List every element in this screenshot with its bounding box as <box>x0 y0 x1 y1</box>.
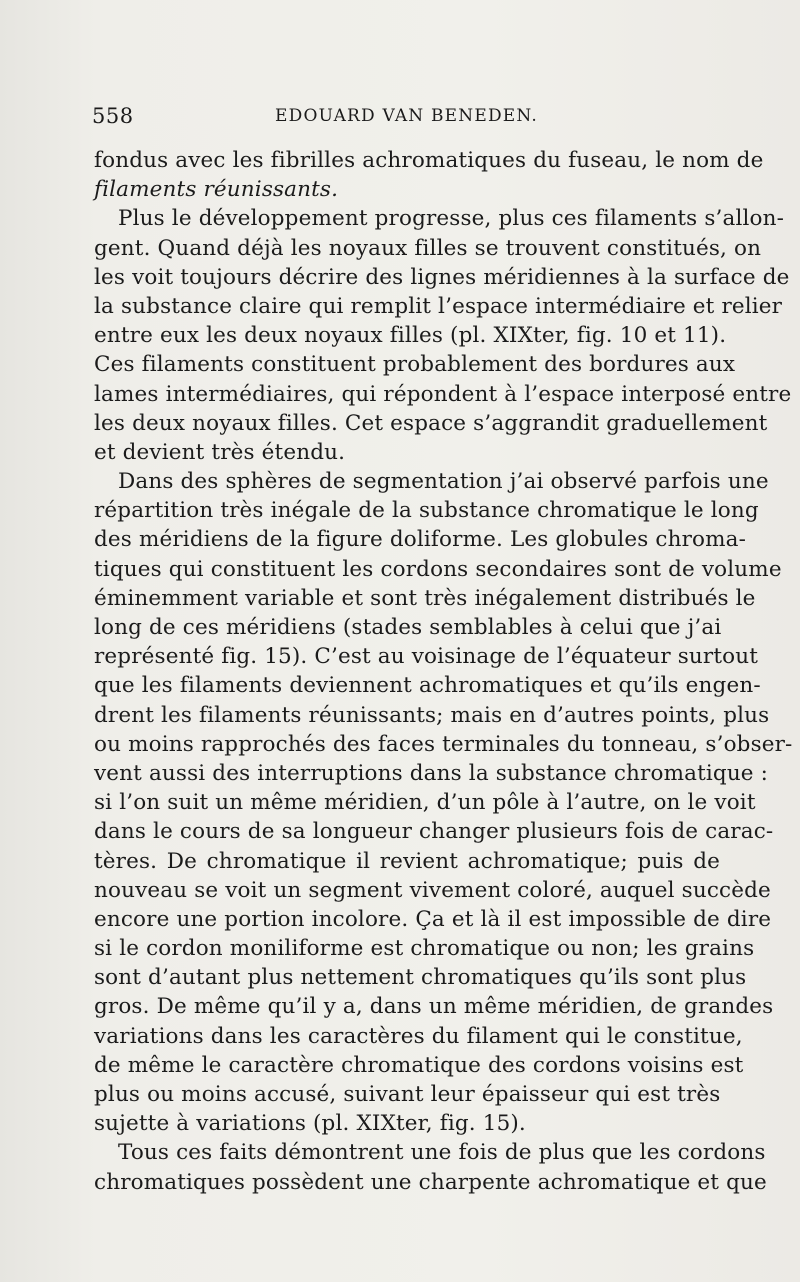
italic-term: filaments réunissants. <box>94 177 339 203</box>
text-line: gros. De même qu’il y a, dans un même méridien, de grandes <box>94 994 774 1020</box>
text-line: la substance claire qui remplit l’espace intermédiaire et relier <box>94 293 783 319</box>
text-line: plus ou moins accusé, suivant leur épaisseur qui est très <box>94 1082 721 1107</box>
text-line: et devient très étendu. <box>94 439 346 465</box>
text-line: Ces filaments constituent probablement des bordures aux <box>94 352 736 378</box>
text-line: dans le cours de sa longueur changer plusieurs fois de carac- <box>94 819 774 845</box>
text-line: si le cordon moniliforme est chromatique ou non; les grains <box>94 936 755 962</box>
text-line: long de ces méridiens (stades semblables à celui que j’ai <box>94 615 722 640</box>
text-line: encore une portion incolore. Ça et là il est impossible de dire <box>94 906 772 932</box>
page-header <box>92 100 722 136</box>
body-text <box>94 146 793 1197</box>
paragraph-start: Tous ces faits démontrent une fois de plus que les cordons <box>118 1140 766 1166</box>
text-line: vent aussi des interruptions dans la substance chromatique : <box>94 760 769 786</box>
text-line: si l’on suit un même méridien, d’un pôle à l’autre, on le voit <box>94 790 756 816</box>
text-line: nouveau se voit un segment vivement coloré, auquel succède <box>94 877 771 903</box>
text-line: lames intermédiaires, qui répondent à l’espace interposé entre <box>94 381 792 407</box>
text-line: éminemment variable et sont très inégalement distribués le <box>94 585 756 611</box>
text-line: les voit toujours décrire des lignes méridiennes à la surface de <box>94 264 790 290</box>
text-line: gent. Quand déjà les noyaux filles se trouvent constitués, on <box>94 235 762 261</box>
text-line: de même le caractère chromatique des cordons voisins est <box>94 1052 744 1078</box>
text-line: fondus avec les fibrilles achromatiques du fuseau, le nom de <box>94 148 764 173</box>
text-line: drent les filaments réunissants; mais en d’autres points, plus <box>94 702 770 728</box>
text-line: tiques qui constituent les cordons secondaires sont de volume <box>94 556 782 582</box>
text-line: chromatiques possèdent une charpente achromatique et que <box>94 1169 767 1195</box>
text-line: tères. De chromatique il revient achromatique; puis de <box>94 848 720 874</box>
text-line: entre eux les deux noyaux filles (pl. XIXter, fig. 10 et 11). <box>94 323 727 349</box>
text-line <box>94 175 720 204</box>
running-head: EDOUARD VAN BENEDEN. <box>275 106 538 126</box>
paragraph-start: Dans des sphères de segmentation j’ai observé parfois une <box>118 469 769 495</box>
text-line: des méridiens de la figure doliforme. Les globules chroma- <box>94 527 747 553</box>
page-number: 558 <box>92 104 134 128</box>
paragraph-start: Plus le développement progresse, plus ces filaments s’allon- <box>118 206 785 232</box>
text-line: ou moins rapprochés des faces terminales du tonneau, s’obser- <box>94 731 793 757</box>
text-line: que les filaments deviennent achromatiques et qu’ils engen- <box>94 673 761 699</box>
text-line: sont d’autant plus nettement chromatiques qu’ils sont plus <box>94 965 747 991</box>
text-line: représenté fig. 15). C’est au voisinage de l’équateur surtout <box>94 644 759 670</box>
text-line: variations dans les caractères du filament qui le constitue, <box>94 1023 743 1049</box>
text-line: sujette à variations (pl. XIXter, fig. 15). <box>94 1111 526 1137</box>
text-line: les deux noyaux filles. Cet espace s’aggrandit graduellement <box>94 410 768 436</box>
text-line: répartition très inégale de la substance chromatique le long <box>94 498 759 524</box>
